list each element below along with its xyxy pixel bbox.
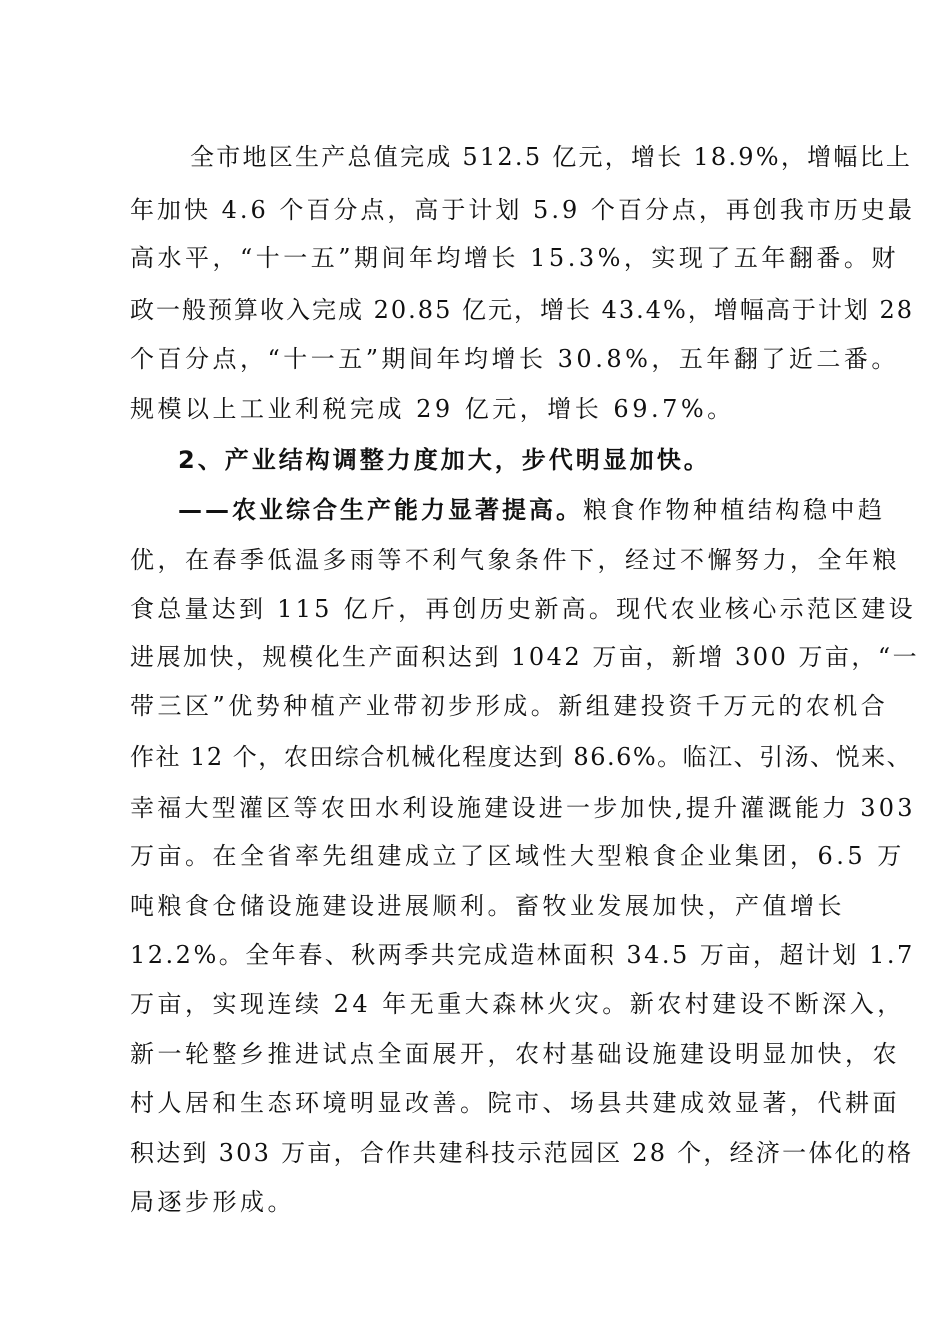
paragraph1-line-1: 全市地区生产总值完成 512.5 亿元，增长 18.9%，增幅比上 [190, 143, 913, 171]
paragraph2-line-5: 带三区”优势种植产业带初步形成。新组建投资千万元的农机合 [130, 692, 889, 720]
paragraph2-lead: ——农业综合生产能力显著提高。 [178, 496, 583, 524]
paragraph2-line-2: 优，在春季低温多雨等不利气象条件下，经过不懈努力，全年粮 [130, 546, 900, 574]
paragraph2-line-8: 万亩。在全省率先组建成立了区域性大型粮食企业集团，6.5 万 [130, 842, 905, 870]
section-heading: 2、产业结构调整力度加大，步代明显加快。 [178, 446, 711, 474]
paragraph2-line-13: 村人居和生态环境明显改善。院市、场县共建成效显著，代耕面 [130, 1089, 900, 1117]
paragraph2-line-12: 新一轮整乡推进试点全面展开，农村基础设施建设明显加快，农 [130, 1040, 900, 1068]
paragraph2-line-10: 12.2%。全年春、秋两季共完成造林面积 34.5 万亩，超计划 1.7 [130, 941, 915, 969]
paragraph1-line-2: 年加快 4.6 个百分点，高于计划 5.9 个百分点，再创我市历史最 [130, 196, 915, 224]
paragraph2-line-7: 幸福大型灌区等农田水利设施建设进一步加快,提升灌溉能力 303 [130, 794, 916, 822]
paragraph2-line-11: 万亩，实现连续 24 年无重大森林火灾。新农村建设不断深入， [130, 990, 905, 1018]
paragraph2-first-line-rest: 粮食作物种植结构稳中趋 [583, 496, 886, 524]
paragraph2-line-15: 局逐步形成。 [130, 1188, 295, 1216]
paragraph2-line-3: 食总量达到 115 亿斤，再创历史新高。现代农业核心示范区建设 [130, 595, 916, 623]
paragraph2-line-6: 作社 12 个，农田综合机械化程度达到 86.6%。临江、引汤、悦来、 [130, 743, 913, 771]
paragraph1-line-6: 规模以上工业利税完成 29 亿元，增长 69.7%。 [130, 395, 735, 423]
paragraph1-line-3: 高水平，“十一五”期间年均增长 15.3%，实现了五年翻番。财 [130, 244, 899, 272]
paragraph1-line-5: 个百分点，“十一五”期间年均增长 30.8%，五年翻了近二番。 [130, 345, 899, 373]
paragraph2-line-4: 进展加快，规模化生产面积达到 1042 万亩，新增 300 万亩，“一 [130, 643, 920, 671]
paragraph1-line-4: 政一般预算收入完成 20.85 亿元，增长 43.4%，增幅高于计划 28 [130, 296, 915, 324]
paragraph2-line-9: 吨粮食仓储设施建设进展顺利。畜牧业发展加快，产值增长 [130, 892, 845, 920]
paragraph2-line-1 [178, 490, 886, 530]
paragraph2-line-14: 积达到 303 万亩，合作共建科技示范园区 28 个，经济一体化的格 [130, 1139, 914, 1167]
